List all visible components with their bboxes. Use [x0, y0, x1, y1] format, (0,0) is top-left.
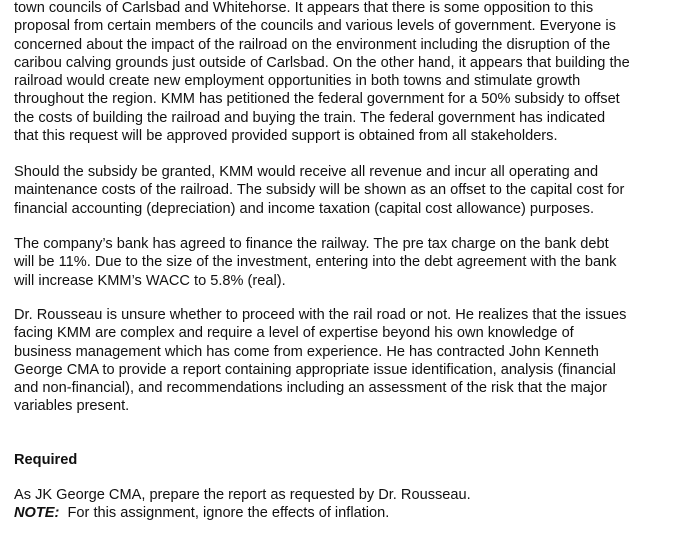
text-line: Dr. Rousseau is unsure whether to proceed with the rail road or not. He realizes that the issues	[14, 307, 627, 323]
note-text: For this assignment, ignore the effects of inflation.	[59, 505, 390, 522]
text-line: variables present.	[14, 398, 130, 415]
text-line: throughout the region. KMM has petitioned the federal government for a 50% subsidy to offset	[14, 91, 620, 108]
paragraph-financing	[14, 235, 616, 290]
text-line: proposal from certain members of the councils and various levels of government. Everyone is	[14, 18, 616, 35]
required-heading: Required	[14, 452, 78, 468]
text-line: town councils of Carlsbad and Whitehorse. It appears that there is some opposition to this	[14, 0, 594, 16]
paragraph-opposition	[14, 0, 630, 145]
note-line	[14, 504, 471, 522]
note-label: NOTE:	[14, 505, 60, 522]
paragraph-rousseau	[14, 306, 626, 416]
text-line: will increase KMM’s WACC to 5.8% (real).	[14, 272, 286, 289]
text-line: The company’s bank has agreed to finance the railway. The pre tax charge on the bank debt	[14, 236, 609, 252]
text-line: facing KMM are complex and require a level of expertise beyond his own knowledge of	[14, 325, 574, 342]
text-line: Should the subsidy be granted, KMM would receive all revenue and incur all operating and	[14, 164, 599, 180]
text-line: the costs of building the railroad and buying the train. The federal government has indicated	[14, 109, 606, 126]
paragraph-subsidy	[14, 163, 624, 218]
text-line: George CMA to provide a report containing appropriate issue identification, analysis (financial	[14, 361, 616, 378]
text-line: financial accounting (depreciation) and income taxation (capital cost allowance) purposes.	[14, 200, 595, 217]
text-line: that this request will be approved provided support is obtained from all stakeholders.	[14, 128, 558, 145]
paragraph-instructions	[14, 486, 471, 523]
text-line: business management which has come from experience. He has contracted John Kenneth	[14, 343, 599, 360]
text-line: railroad would create new employment opportunities in both towns and stimulate growth	[14, 73, 581, 90]
text-line: maintenance costs of the railroad. The subsidy will be shown as an offset to the capital cost for	[14, 182, 625, 199]
text-line: caribou calving grounds just outside of Carlsbad. On the other hand, it appears that building the	[14, 54, 630, 71]
text-line: will be 11%. Due to the size of the investment, entering into the debt agreement with the bank	[14, 254, 617, 271]
text-line: and non-financial), and recommendations including an assessment of the risk that the major	[14, 380, 607, 397]
text-line: As JK George CMA, prepare the report as requested by Dr. Rousseau.	[14, 487, 471, 503]
text-line: concerned about the impact of the railroad on the environment including the disruption of the	[14, 36, 611, 53]
